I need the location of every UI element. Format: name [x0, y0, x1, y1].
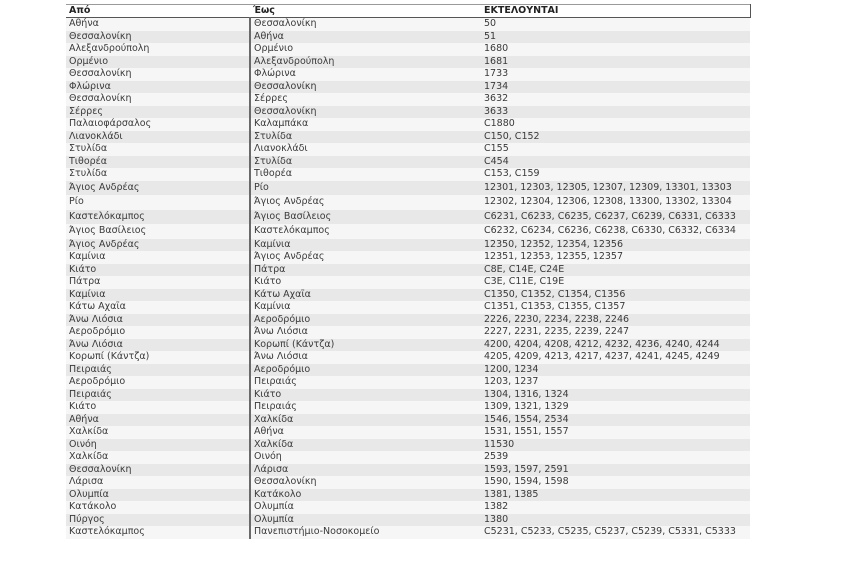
cell-from: Στυλίδα	[66, 168, 250, 181]
cell-to: Χαλκίδα	[250, 439, 481, 452]
table-row	[66, 224, 750, 239]
cell-executed: 1381, 1385	[481, 489, 750, 502]
cell-to: Στυλίδα	[250, 156, 481, 169]
cell-from: Τιθορέα	[66, 156, 250, 169]
table-row	[66, 239, 750, 252]
cell-from: Θεσσαλονίκη	[66, 31, 250, 44]
cell-executed: C153, C159	[481, 168, 750, 181]
cell-from: Φλώρινα	[66, 81, 250, 94]
table-row	[66, 464, 750, 477]
cell-executed: 12302, 12304, 12306, 12308, 13300, 13302, 13304	[481, 195, 750, 210]
cell-to: Ολυμπία	[250, 501, 481, 514]
cell-executed: 1546, 1554, 2534	[481, 414, 750, 427]
cell-from: Άνω Λιόσια	[66, 339, 250, 352]
cell-to: Οινόη	[250, 451, 481, 464]
cell-to: Σέρρες	[250, 93, 481, 106]
cell-from: Κιάτο	[66, 264, 250, 277]
cell-executed: 3632	[481, 93, 750, 106]
cell-from: Θεσσαλονίκη	[66, 93, 250, 106]
cell-executed: 12350, 12352, 12354, 12356	[481, 239, 750, 252]
cell-to: Πειραιάς	[250, 376, 481, 389]
table-row	[66, 56, 750, 69]
cell-executed: C8E, C14E, C24E	[481, 264, 750, 277]
cell-executed: C1880	[481, 118, 750, 131]
table-row	[66, 489, 750, 502]
cell-executed: C6231, C6233, C6235, C6237, C6239, C6331, C6333	[481, 210, 750, 225]
cell-to: Καμίνια	[250, 301, 481, 314]
cell-executed: 2539	[481, 451, 750, 464]
cell-from: Κάτω Αχαΐα	[66, 301, 250, 314]
cell-executed: C1351, C1353, C1355, C1357	[481, 301, 750, 314]
cell-from: Χαλκίδα	[66, 426, 250, 439]
table-row	[66, 289, 750, 302]
cell-from: Πειραιάς	[66, 364, 250, 377]
cell-to: Καστελόκαμπος	[250, 224, 481, 239]
cell-from: Στυλίδα	[66, 143, 250, 156]
cell-to: Κιάτο	[250, 389, 481, 402]
table-row	[66, 156, 750, 169]
cell-from: Κορωπί (Κάντζα)	[66, 351, 250, 364]
table-row	[66, 314, 750, 327]
table-row	[66, 18, 750, 31]
cell-executed: 51	[481, 31, 750, 44]
table-body	[66, 18, 750, 539]
cell-to: Κάτω Αχαΐα	[250, 289, 481, 302]
table-row	[66, 106, 750, 119]
cell-to: Λιανοκλάδι	[250, 143, 481, 156]
cell-to: Πάτρα	[250, 264, 481, 277]
table-row	[66, 168, 750, 181]
cell-executed: 1733	[481, 68, 750, 81]
cell-to: Στυλίδα	[250, 131, 481, 144]
cell-to: Αλεξανδρούπολη	[250, 56, 481, 69]
table-row	[66, 501, 750, 514]
cell-to: Άνω Λιόσια	[250, 351, 481, 364]
cell-from: Αεροδρόμιο	[66, 376, 250, 389]
table-row	[66, 143, 750, 156]
cell-executed: C155	[481, 143, 750, 156]
cell-from: Άγιος Βασίλειος	[66, 224, 250, 239]
header-from: Από	[66, 5, 250, 18]
cell-executed: 1309, 1321, 1329	[481, 401, 750, 414]
table-row	[66, 276, 750, 289]
cell-executed: 1531, 1551, 1557	[481, 426, 750, 439]
cell-executed: C1350, C1352, C1354, C1356	[481, 289, 750, 302]
cell-to: Θεσσαλονίκη	[250, 18, 481, 31]
cell-from: Άνω Λιόσια	[66, 314, 250, 327]
cell-to: Αθήνα	[250, 31, 481, 44]
cell-executed: 2227, 2231, 2235, 2239, 2247	[481, 326, 750, 339]
cell-to: Ρίο	[250, 181, 481, 196]
table-row	[66, 210, 750, 225]
table-row	[66, 181, 750, 196]
cell-from: Πάτρα	[66, 276, 250, 289]
cell-from: Ρίο	[66, 195, 250, 210]
cell-to: Κιάτο	[250, 276, 481, 289]
cell-from: Άγιος Ανδρέας	[66, 181, 250, 196]
cell-to: Θεσσαλονίκη	[250, 81, 481, 94]
table-row	[66, 301, 750, 314]
table-row	[66, 414, 750, 427]
cell-executed: 1681	[481, 56, 750, 69]
cell-from: Ορμένιο	[66, 56, 250, 69]
table-row	[66, 376, 750, 389]
cell-from: Πύργος	[66, 514, 250, 527]
cell-from: Καμίνια	[66, 251, 250, 264]
cell-executed: 2226, 2230, 2234, 2238, 2246	[481, 314, 750, 327]
cell-executed: 1200, 1234	[481, 364, 750, 377]
table-row	[66, 118, 750, 131]
cell-executed: 1734	[481, 81, 750, 94]
cell-to: Πειραιάς	[250, 401, 481, 414]
table-row	[66, 326, 750, 339]
cell-to: Άγιος Ανδρέας	[250, 251, 481, 264]
cell-executed: C454	[481, 156, 750, 169]
cell-to: Φλώρινα	[250, 68, 481, 81]
cell-from: Χαλκίδα	[66, 451, 250, 464]
cell-to: Ορμένιο	[250, 43, 481, 56]
cell-to: Άγιος Ανδρέας	[250, 195, 481, 210]
table-row	[66, 264, 750, 277]
cell-to: Καμίνια	[250, 239, 481, 252]
table-row	[66, 339, 750, 352]
cell-executed: 1593, 1597, 2591	[481, 464, 750, 477]
cell-to: Κορωπί (Κάντζα)	[250, 339, 481, 352]
table-row	[66, 439, 750, 452]
table-row	[66, 131, 750, 144]
cell-from: Αθήνα	[66, 414, 250, 427]
cell-executed: C5231, C5233, C5235, C5237, C5239, C5331, C5333	[481, 526, 750, 539]
cell-from: Άγιος Ανδρέας	[66, 239, 250, 252]
cell-to: Αεροδρόμιο	[250, 364, 481, 377]
table-row	[66, 401, 750, 414]
cell-from: Λιανοκλάδι	[66, 131, 250, 144]
table-row	[66, 389, 750, 402]
cell-executed: 1304, 1316, 1324	[481, 389, 750, 402]
table-row	[66, 426, 750, 439]
table-row	[66, 451, 750, 464]
cell-executed: C150, C152	[481, 131, 750, 144]
cell-from: Παλαιοφάρσαλος	[66, 118, 250, 131]
table-row	[66, 195, 750, 210]
table-row	[66, 364, 750, 377]
cell-to: Θεσσαλονίκη	[250, 106, 481, 119]
cell-from: Θεσσαλονίκη	[66, 464, 250, 477]
cell-to: Αεροδρόμιο	[250, 314, 481, 327]
cell-executed: 11530	[481, 439, 750, 452]
cell-executed: C3E, C11E, C19E	[481, 276, 750, 289]
cell-executed: 1680	[481, 43, 750, 56]
cell-executed: 1203, 1237	[481, 376, 750, 389]
cell-to: Ολυμπία	[250, 514, 481, 527]
table-row	[66, 68, 750, 81]
cell-executed: 1382	[481, 501, 750, 514]
cell-to: Αθήνα	[250, 426, 481, 439]
cell-from: Λάρισα	[66, 476, 250, 489]
table-row	[66, 93, 750, 106]
cell-executed: 12301, 12303, 12305, 12307, 12309, 13301, 13303	[481, 181, 750, 196]
cell-executed: C6232, C6234, C6236, C6238, C6330, C6332, C6334	[481, 224, 750, 239]
cell-to: Άνω Λιόσια	[250, 326, 481, 339]
table-row	[66, 526, 750, 539]
cell-executed: 1590, 1594, 1598	[481, 476, 750, 489]
table-row	[66, 43, 750, 56]
cell-from: Καστελόκαμπος	[66, 210, 250, 225]
table-row	[66, 31, 750, 44]
cell-from: Αθήνα	[66, 18, 250, 31]
cell-from: Κατάκολο	[66, 501, 250, 514]
cell-executed: 4200, 4204, 4208, 4212, 4232, 4236, 4240, 4244	[481, 339, 750, 352]
routes-table	[66, 4, 751, 539]
table-row	[66, 81, 750, 94]
cell-executed: 50	[481, 18, 750, 31]
table-row	[66, 251, 750, 264]
cell-from: Καμίνια	[66, 289, 250, 302]
cell-from: Θεσσαλονίκη	[66, 68, 250, 81]
cell-from: Σέρρες	[66, 106, 250, 119]
cell-executed: 1380	[481, 514, 750, 527]
cell-to: Άγιος Βασίλειος	[250, 210, 481, 225]
cell-from: Αλεξανδρούπολη	[66, 43, 250, 56]
cell-from: Αεροδρόμιο	[66, 326, 250, 339]
table-row	[66, 476, 750, 489]
cell-to: Τιθορέα	[250, 168, 481, 181]
cell-executed: 12351, 12353, 12355, 12357	[481, 251, 750, 264]
table-header-row	[66, 5, 750, 18]
cell-from: Καστελόκαμπος	[66, 526, 250, 539]
cell-to: Θεσσαλονίκη	[250, 476, 481, 489]
header-to: Έως	[250, 5, 481, 18]
cell-executed: 4205, 4209, 4213, 4217, 4237, 4241, 4245, 4249	[481, 351, 750, 364]
table-row	[66, 514, 750, 527]
cell-from: Οινόη	[66, 439, 250, 452]
cell-to: Καλαμπάκα	[250, 118, 481, 131]
table-row	[66, 351, 750, 364]
cell-to: Λάρισα	[250, 464, 481, 477]
cell-to: Χαλκίδα	[250, 414, 481, 427]
cell-executed: 3633	[481, 106, 750, 119]
cell-from: Πειραιάς	[66, 389, 250, 402]
cell-to: Πανεπιστήμιο-Νοσοκομείο	[250, 526, 481, 539]
header-executed: ΕΚΤΕΛΟΥΝΤΑΙ	[481, 5, 750, 18]
routes-table-container	[66, 4, 750, 539]
cell-from: Κιάτο	[66, 401, 250, 414]
cell-to: Κατάκολο	[250, 489, 481, 502]
cell-from: Ολυμπία	[66, 489, 250, 502]
